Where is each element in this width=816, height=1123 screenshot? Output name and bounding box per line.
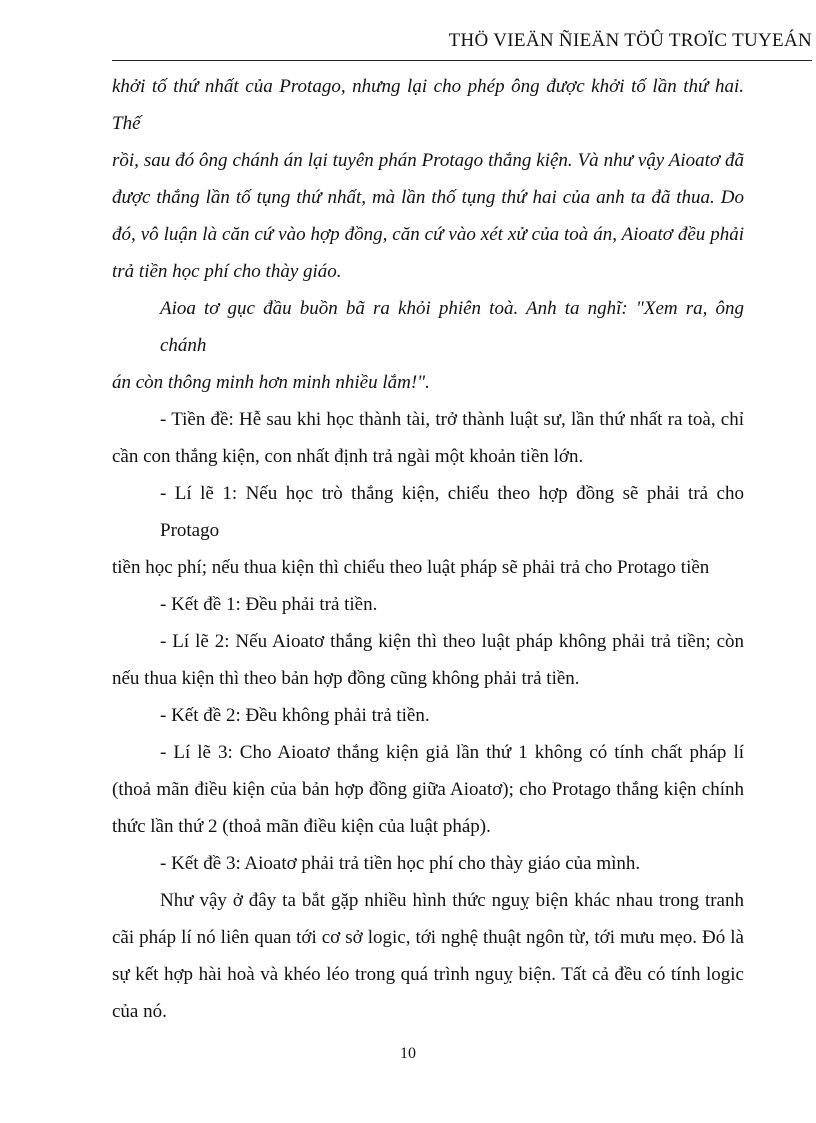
text-line: tiền học phí; nếu thua kiện thì chiểu theo luật pháp sẽ phải trả cho Protago tiền xyxy=(112,557,710,578)
text-line: - Tiền đề: Hễ sau khi học thành tài, trở thành luật sư, lần thứ nhất ra toà, chỉ xyxy=(160,409,744,430)
text-line: sự kết hợp hài hoà và khéo léo trong quá trình nguỵ biện. Tất cả đều có tính logic xyxy=(112,964,744,985)
text-line: Như vậy ở đây ta bắt gặp nhiều hình thức nguỵ biện khác nhau trong tranh xyxy=(160,890,744,911)
text-line: khởi tố thứ nhất của Protago, nhưng lại cho phép ông được khởi tố lần thứ hai. Thế xyxy=(112,76,744,134)
text-line: được thắng lần tố tụng thứ nhất, mà lần thố tụng thứ hai của anh ta đã thua. Do xyxy=(112,187,744,208)
text-line: đó, vô luận là căn cứ vào hợp đồng, căn cứ vào xét xử của toà án, Aioatơ đều phải xyxy=(112,224,744,245)
text-line: cần con thắng kiện, con nhất định trả ngài một khoản tiền lớn. xyxy=(112,446,584,467)
text-line: - Kết đề 1: Đều phải trả tiền. xyxy=(160,594,378,615)
text-line: Aioa tơ gục đầu buồn bã ra khỏi phiên toà. Anh ta nghĩ: "Xem ra, ông chánh xyxy=(160,298,744,356)
text-line: (thoả mãn điều kiện của bản hợp đồng giữa Aioatơ); cho Protago thắng kiện chính xyxy=(112,779,744,800)
text-line: án còn thông minh hơn minh nhiều lắm!". xyxy=(112,372,430,393)
text-line: rồi, sau đó ông chánh án lại tuyên phán Protago thắng kiện. Và như vậy Aioatơ đã xyxy=(112,150,744,171)
text-line: thức lần thứ 2 (thoả mãn điều kiện của luật pháp). xyxy=(112,816,491,837)
document-body xyxy=(112,68,744,1030)
text-line: - Lí lẽ 1: Nếu học trò thắng kiện, chiểu theo hợp đồng sẽ phải trả cho Protago xyxy=(160,483,744,541)
text-line: - Lí lẽ 3: Cho Aioatơ thắng kiện giả lần thứ 1 không có tính chất pháp lí xyxy=(160,742,744,763)
text-line: cãi pháp lí nó liên quan tới cơ sở logic, tới nghệ thuật ngôn từ, tới mưu mẹo. Đó là xyxy=(112,927,744,948)
text-line: nếu thua kiện thì theo bản hợp đồng cũng không phải trả tiền. xyxy=(112,668,580,689)
page-header: THÖ VIEÄN ÑIEÄN TÖÛ TROÏC TUYEÁN xyxy=(448,30,812,51)
text-line: - Kết đề 3: Aioatơ phải trả tiền học phí cho thày giáo của mình. xyxy=(160,853,641,874)
text-line: trả tiền học phí cho thày giáo. xyxy=(112,261,342,282)
header-divider xyxy=(112,60,812,61)
page-number: 10 xyxy=(400,1045,416,1062)
text-line: - Kết đề 2: Đều không phải trả tiền. xyxy=(160,705,430,726)
text-line: - Lí lẽ 2: Nếu Aioatơ thắng kiện thì theo luật pháp không phải trả tiền; còn xyxy=(160,631,744,652)
text-line: của nó. xyxy=(112,1001,167,1022)
